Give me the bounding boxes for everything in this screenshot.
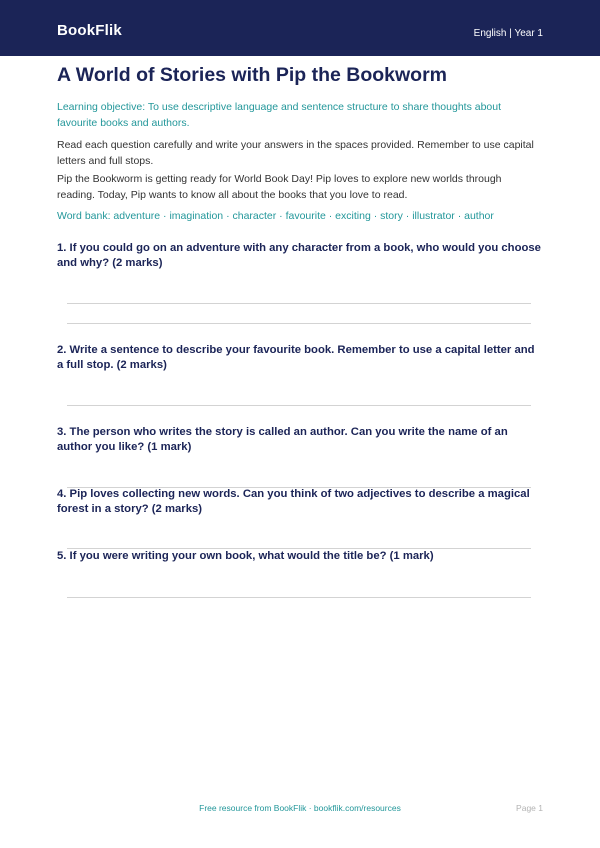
brand-logo[interactable]: BookFlik — [57, 22, 122, 39]
answer-line-q1-1[interactable] — [67, 303, 531, 304]
header-bar — [0, 0, 600, 56]
question-3: 3. The person who writes the story is called an author. Can you write the name of an author you like? (1 mark) — [57, 426, 508, 453]
question-4: 4. Pip loves collecting new words. Can you think of two adjectives to describe a magical forest in a story? (2 marks) — [57, 488, 530, 515]
instructions: Read each question carefully and write your answers in the spaces provided. Remember to use capital letters and full stops. — [57, 139, 534, 167]
worksheet-title: A World of Stories with Pip the Bookworm — [57, 64, 448, 86]
answer-line-q5-2[interactable] — [67, 597, 531, 598]
word-bank: Word bank: adventure · imagination · character · favourite · exciting · story · illustrator · author — [57, 210, 494, 222]
page-number: Page 1 — [516, 803, 543, 813]
answer-line-q2-1[interactable] — [67, 405, 531, 406]
subject-year-label: English | Year 1 — [473, 28, 543, 39]
question-5: 5. If you were writing your own book, what would the title be? (1 mark) — [57, 550, 434, 562]
question-2: 2. Write a sentence to describe your favourite book. Remember to use a capital letter and a full stop. (2 marks) — [57, 344, 535, 371]
learning-objective: Learning objective: To use descriptive language and sentence structure to share thoughts about favourite books and authors. — [57, 101, 502, 129]
answer-line-q1-2[interactable] — [67, 323, 531, 324]
question-1: 1. If you could go on an adventure with any character from a book, who would you choose and why? (2 marks) — [57, 242, 541, 269]
intro-paragraph: Pip the Bookworm is getting ready for World Book Day! Pip loves to explore new worlds through reading. Today, Pip wants to know all about the books that you love to read. — [57, 173, 502, 201]
footer-credit[interactable]: Free resource from BookFlik · bookflik.com/resources — [199, 803, 401, 813]
